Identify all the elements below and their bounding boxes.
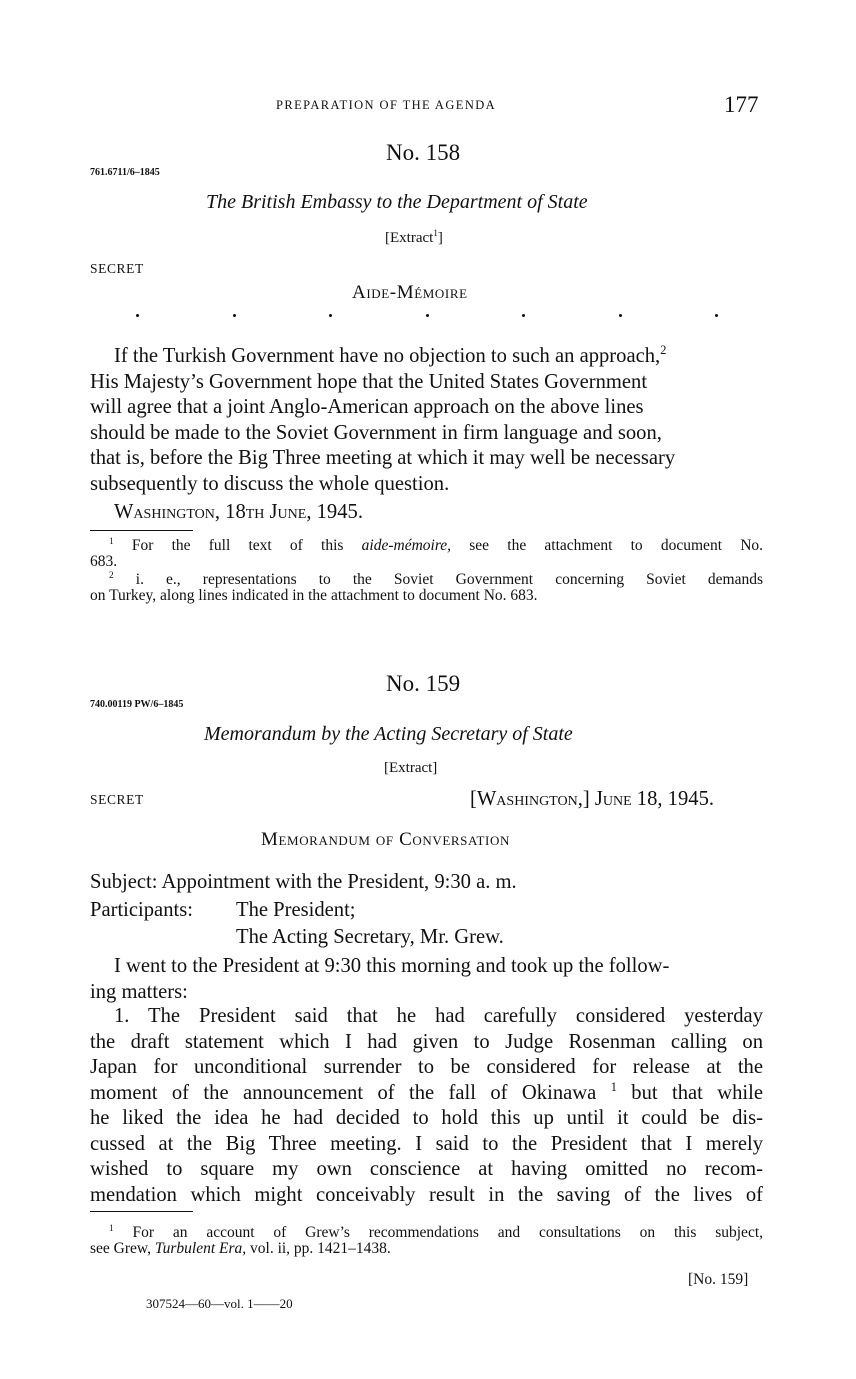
paragraph-line: moment of the announcement of the fall of Okinawa $^1$ but that while bbox=[90, 1079, 763, 1104]
ellipsis-dot bbox=[329, 314, 332, 317]
file-reference-159: 740.00119 PW/6–1845 bbox=[90, 699, 184, 710]
footnote-ref: 2 bbox=[660, 343, 667, 358]
footnote-ref: 1 bbox=[433, 228, 438, 238]
file-reference-158: 761.6711/6–1845 bbox=[90, 167, 160, 178]
document-title-159: Memorandum by the Acting Secretary of State bbox=[204, 723, 573, 745]
participant-acting-secretary: The Acting Secretary, Mr. Grew. bbox=[236, 926, 504, 948]
paragraph-line: 1. The President said that he had carefully considered yesterday bbox=[114, 1005, 763, 1027]
document-title-158: The British Embassy to the Department of State bbox=[206, 191, 588, 213]
ellipsis-dots bbox=[90, 314, 762, 317]
footnote-158-1: $^1$ For the full text of this aide-mémoire, see the attachment to document No. 683. bbox=[90, 536, 764, 570]
footnote-marker: 1 bbox=[109, 1223, 114, 1234]
paragraph-line: wished to square my own conscience at having omitted no recom- bbox=[90, 1158, 763, 1180]
classification-159: SECRET bbox=[90, 792, 144, 807]
paragraph-line: he liked the idea he had decided to hold this up until it could be dis- bbox=[90, 1107, 763, 1129]
paragraph-line: I went to the President at 9:30 this morning and took up the follow- bbox=[114, 955, 670, 977]
dateline-159: [Washington,] June 18, 1945. bbox=[470, 788, 715, 810]
footnote-ref: 1 bbox=[610, 1079, 617, 1094]
heading-aide-memoire: Aide-Mémoire bbox=[352, 282, 468, 303]
extract-note-159: [Extract] bbox=[384, 760, 438, 776]
paragraph-line: ing matters: bbox=[90, 980, 188, 1003]
document-number-159: No. 159 bbox=[386, 671, 461, 696]
paragraph-line: subsequently to discuss the whole question. bbox=[90, 472, 450, 495]
ellipsis-dot bbox=[522, 314, 525, 317]
item-1-paragraph bbox=[90, 1004, 763, 1208]
document-reference-footer: [No. 159] bbox=[688, 1271, 749, 1288]
running-title: PREPARATION OF THE AGENDA bbox=[276, 98, 497, 112]
footnote-marker: 1 bbox=[109, 536, 114, 547]
paragraph-line: that is, before the Big Three meeting at which it may well be necessary bbox=[90, 447, 676, 469]
subject-line: Subject: Appointment with the President, 9:30 a. m. bbox=[90, 871, 517, 893]
paragraph-line: Japan for unconditional surrender to be considered for release at the bbox=[90, 1056, 763, 1078]
footnote-marker: 2 bbox=[109, 570, 114, 581]
footnote-158-2: $^2$ i. e., representations to the Soviet Government concerning Soviet demands on Turkey, along lines indicated in the attachment to document No. 683. bbox=[90, 570, 763, 604]
paragraph-line: will agree that a joint Anglo-American approach on the above lines bbox=[90, 396, 644, 418]
paragraph-line: His Majesty’s Government hope that the United States Government bbox=[90, 370, 648, 393]
document-number-158: No. 158 bbox=[386, 140, 461, 165]
footnote-divider bbox=[90, 530, 193, 531]
classification-158: SECRET bbox=[90, 261, 144, 276]
paragraph-line: should be made to the Soviet Government in firm language and soon, bbox=[90, 421, 662, 444]
ellipsis-dot bbox=[233, 314, 236, 317]
paragraph-line: If the Turkish Government have no objection to such an approach,$^2$ bbox=[114, 343, 667, 367]
paragraph-line: the draft statement which I had given to Judge Rosenman calling on bbox=[90, 1030, 763, 1053]
paragraph-line: mendation which might conceivably result in the saving of the lives of bbox=[90, 1183, 763, 1206]
participant-president: The President; bbox=[236, 899, 356, 921]
footnote-divider bbox=[90, 1211, 193, 1212]
participants-label: Participants: bbox=[90, 899, 193, 921]
ellipsis-dot bbox=[715, 314, 718, 317]
ellipsis-dot bbox=[619, 314, 622, 317]
page-number: 177 bbox=[724, 92, 759, 117]
heading-memorandum: Memorandum of Conversation bbox=[261, 829, 510, 850]
ellipsis-dot bbox=[136, 314, 139, 317]
ellipsis-dot bbox=[426, 314, 429, 317]
aide-memoire-paragraph bbox=[90, 344, 763, 497]
intro-paragraph bbox=[90, 954, 763, 1005]
footnote-159-1: $^1$ For an account of Grew’s recommendations and consultations on this subject, see Grew, Turbulent Era, vol. ii, pp. 1421–1438. bbox=[90, 1223, 763, 1257]
extract-note-158: [Extract$^1$] bbox=[385, 228, 443, 246]
paragraph-line: cussed at the Big Three meeting. I said to the President that I merely bbox=[90, 1132, 763, 1155]
signoff-158: Washington, 18th June, 1945. bbox=[114, 501, 363, 523]
print-code: 307524—60—vol. 1——20 bbox=[146, 1296, 293, 1311]
